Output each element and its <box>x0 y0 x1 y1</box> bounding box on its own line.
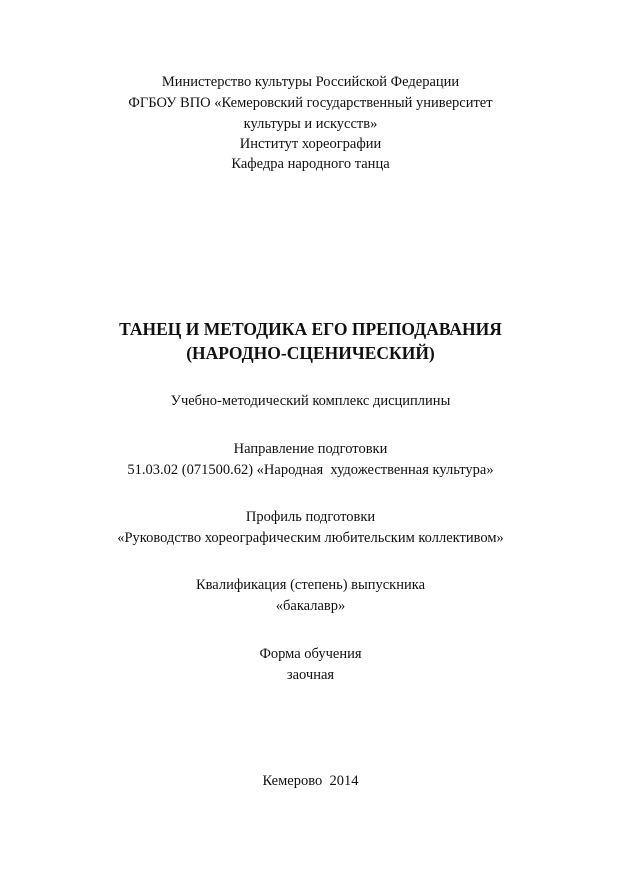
study-form-label: Форма обучения <box>259 646 362 662</box>
qualification-value: «бакалавр» <box>275 598 346 614</box>
document-subtitle: Учебно-методический комплекс дисциплины <box>170 393 451 409</box>
study-form-value: заочная <box>286 667 335 683</box>
title-line-2: (НАРОДНО-СЦЕНИЧЕСКИЙ) <box>186 343 435 363</box>
profile-value: «Руководство хореографическим любительским коллективом» <box>117 530 504 546</box>
university-line-cont: культуры и искусств» <box>243 116 378 132</box>
department-line: Кафедра народного танца <box>231 156 390 172</box>
city-year: Кемерово 2014 <box>262 773 359 789</box>
direction-value: 51.03.02 (071500.62) «Народная художественная культура» <box>127 462 494 478</box>
title-line-1: ТАНЕЦ И МЕТОДИКА ЕГО ПРЕПОДАВАНИЯ <box>119 319 502 339</box>
ministry-line: Министерство культуры Российской Федерации <box>161 74 460 90</box>
profile-label: Профиль подготовки <box>245 509 376 525</box>
direction-label: Направление подготовки <box>233 441 388 457</box>
qualification-label: Квалификация (степень) выпускника <box>195 577 426 593</box>
university-line: ФГБОУ ВПО «Кемеровский государственный университет <box>128 95 493 111</box>
institute-line: Институт хореографии <box>239 136 382 152</box>
